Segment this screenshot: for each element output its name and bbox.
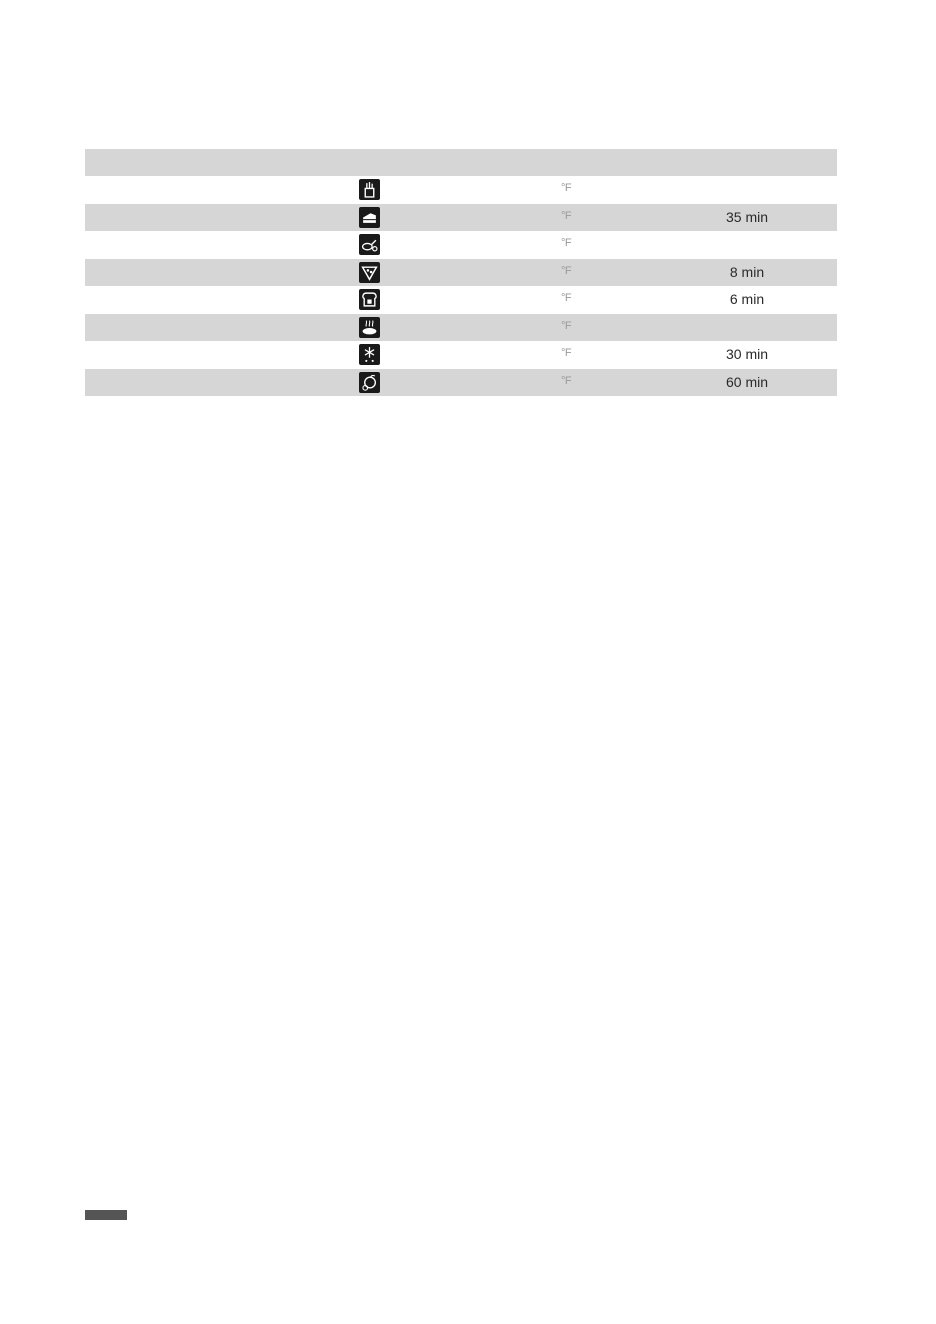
fries-icon bbox=[359, 179, 380, 200]
unit-label: °F bbox=[561, 182, 572, 194]
table-header-row bbox=[85, 149, 837, 176]
page-tab-marker bbox=[85, 1210, 127, 1220]
time-value: 35 min bbox=[725, 208, 769, 225]
unit-label: °F bbox=[561, 319, 572, 332]
table-row bbox=[85, 204, 837, 232]
table-row bbox=[85, 176, 837, 204]
time-value: 6 min bbox=[729, 291, 765, 307]
unit-label: °F bbox=[561, 374, 572, 387]
table-row bbox=[85, 341, 837, 369]
toast-icon bbox=[359, 289, 380, 310]
unit-label: °F bbox=[561, 264, 572, 277]
unit-label: °F bbox=[561, 237, 572, 249]
time-value: 8 min bbox=[729, 263, 765, 280]
table-row bbox=[85, 259, 837, 287]
dehydrate-fruit-icon bbox=[359, 372, 380, 393]
cake-icon bbox=[359, 207, 380, 228]
table-row bbox=[85, 369, 837, 397]
unit-label: °F bbox=[561, 292, 572, 304]
steaming-dish-icon bbox=[359, 317, 380, 338]
cooking-presets-table bbox=[85, 149, 837, 396]
unit-label: °F bbox=[561, 209, 572, 222]
table-row bbox=[85, 314, 837, 342]
time-value: 60 min bbox=[725, 373, 769, 390]
chicken-drumstick-icon bbox=[359, 234, 380, 255]
unit-label: °F bbox=[561, 347, 572, 359]
defrost-snowflake-icon bbox=[359, 344, 380, 365]
pizza-icon bbox=[359, 262, 380, 283]
table-row bbox=[85, 231, 837, 259]
time-value: 30 min bbox=[725, 346, 769, 362]
table-row bbox=[85, 286, 837, 314]
